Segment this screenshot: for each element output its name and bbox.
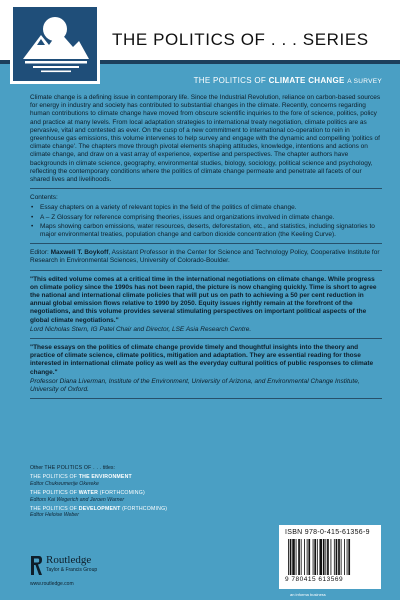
barcode-number: 9 780415 613569 [285,576,344,583]
mountain-island-icon [13,7,97,81]
editor-name: Maxwell T. Boykoff [50,249,109,257]
subtitle-suffix: A SURVEY [347,78,382,85]
other-heading-suffix: titles: [101,465,115,471]
intro-paragraph: Climate change is a defining issue in contemporary life. Since the Industrial Revolution, reliance on carbon-based sources for energy in industry and society has contributed to substantial changes in the climate. Recently, concerns regarding human contributions to climate change have moved from obscure scientific inquiries to the fore of science, politics, policy and practice at many levels. From local adaptation strategies to international treaty negotiation, climate politics are as pervasive, vital and contested as ever. On the cusp of a new commitment to international co-operation to rein in greenhouse gas emissions, this volume intervenes to help survey and engage with the dynamic and compelling 'politics of climate change'. The chapters move through pivotal elements shaping attitudes, knowledge, intentions and actions on climate change, and draw on a vast array of experience, expertise and perspectives. The chapter authors have backgrounds in climate science, geography, environmental studies, biology, sociology, political science and psychology, reflecting the contemporary conditions where the politics of climate change permeate and penetrate all facets of our shared lives and livelihoods. [30,94,381,184]
editor-label: Editor: [30,249,51,257]
endorsement-quote: "These essays on the politics of climate change provide timely and thoughtful insights into the theory and practice of climate science, climate politics, mitigation and adaptation. They are essential reading for those interested in international climate policy as well as the everyday cultural politics of public responses to climate change." [30,344,374,376]
barcode-bar [341,539,342,575]
barcode-bar [344,539,345,575]
barcode-bar [308,539,310,575]
other-title-prefix: THE POLITICS OF [30,474,79,481]
other-title-suffix: (FORTHCOMING) [120,506,168,513]
barcode-bar [348,539,350,575]
contents-list [30,204,382,239]
other-title-prefix: THE POLITICS OF [30,506,79,513]
barcode-bar [290,539,292,575]
barcode-bar [327,539,329,575]
divider [30,338,382,339]
editor-details: , Assistant Professor in the Center for Science and Technology Policy, Cooperative Institute for Research in Environmental Sciences, University of Colorado-Boulder. [30,249,380,265]
divider [30,398,382,399]
barcode-bar [317,539,318,575]
barcode-bar [292,539,295,575]
publisher-name: Routledge [46,554,92,566]
imprint-text: an informa business [290,592,326,597]
barcode-bar [331,539,332,575]
barcode [287,539,375,575]
barcode-bar [296,539,297,575]
other-title-emphasis: THE ENVIRONMENT [78,474,132,481]
barcode-bar [314,539,316,575]
other-heading-prefix: Other [30,465,45,471]
other-heading-caps: THE POLITICS OF . . . [44,465,102,471]
barcode-bar [304,539,305,575]
barcode-bar [338,539,340,575]
contents-item: • A – Z Glossary for reference comprising theories, issues and organizations involved in climate change. [30,214,382,222]
barcode-bar [325,539,326,575]
barcode-bar [347,539,348,575]
back-cover-content [30,76,382,404]
contents-item: • Essay chapters on a variety of relevant topics in the field of the politics of climate change. [30,204,382,212]
endorsement-quote: "This edited volume comes at a critical time in the international negotiations on climate change. While progress on climate policy since the 1990s has not been rapid, the picture is now changing quickly. Time is short to agree the national and international climate policies that will put us on path to achieving a 50 per cent reduction in annual global emission flows relative to 1990 by 2050. Equity issues rightly remain at the forefront of the negotiations, and this volume provides several stimulating perspectives on important political aspects of the global climate negotiations." [30,275,377,324]
barcode-bar [301,539,302,575]
other-title-prefix: THE POLITICS OF [30,490,79,497]
other-title-editor: Editors Kai Wegerich and Jeroen Warner [30,496,125,503]
barcode-bar [319,539,322,575]
other-title-suffix: (FORTHCOMING) [98,490,145,497]
barcode-bar [323,539,325,575]
endorsement-attribution: Professor Diana Liverman, Institute of the Environment, University of Arizona, and Environmental Change Institute, University of Oxford. [30,377,360,394]
other-titles [30,465,230,519]
series-title: THE POLITICS OF . . . SERIES [112,30,369,49]
other-titles-heading [30,465,230,471]
isbn-panel [279,525,381,589]
divider [30,243,382,244]
contents-label: Contents: [30,194,58,202]
routledge-logo-icon [30,555,43,576]
other-title-emphasis: DEVELOPMENT [78,506,121,513]
other-title-editor: Editor Heloise Weber [30,512,79,519]
barcode-bar [288,539,289,575]
other-title-emphasis: WATER [78,490,99,497]
endorsement-attribution: Lord Nicholas Stern, IG Patel Chair and Director, LSE Asia Research Centre. [30,325,252,333]
divider [30,188,382,189]
other-title-editor: Editor Chukwumerije Okereke [30,480,99,487]
subtitle-prefix: THE POLITICS OF [193,76,269,85]
publisher-block [30,553,170,589]
isbn-label: ISBN 978-0-415-61356-9 [285,529,370,536]
publisher-url: www.routledge.com [30,581,74,587]
publisher-group: Taylor & Francis Group [46,567,98,573]
series-logo [10,4,100,84]
barcode-bar [313,539,314,575]
barcode-bar [298,539,300,575]
subtitle-emphasis: CLIMATE CHANGE [268,76,345,85]
barcode-bar [307,539,308,575]
contents-item: • Maps showing carbon emissions, water resources, deserts, deforestation, etc., and statistics, including signatories to major environmental treaties, population change and carbon dioxide concentration (the Keeling Curve). [30,223,382,239]
barcode-bar [334,539,335,575]
editor-credit [30,249,382,265]
barcode-bar [336,539,338,575]
divider [30,270,382,271]
